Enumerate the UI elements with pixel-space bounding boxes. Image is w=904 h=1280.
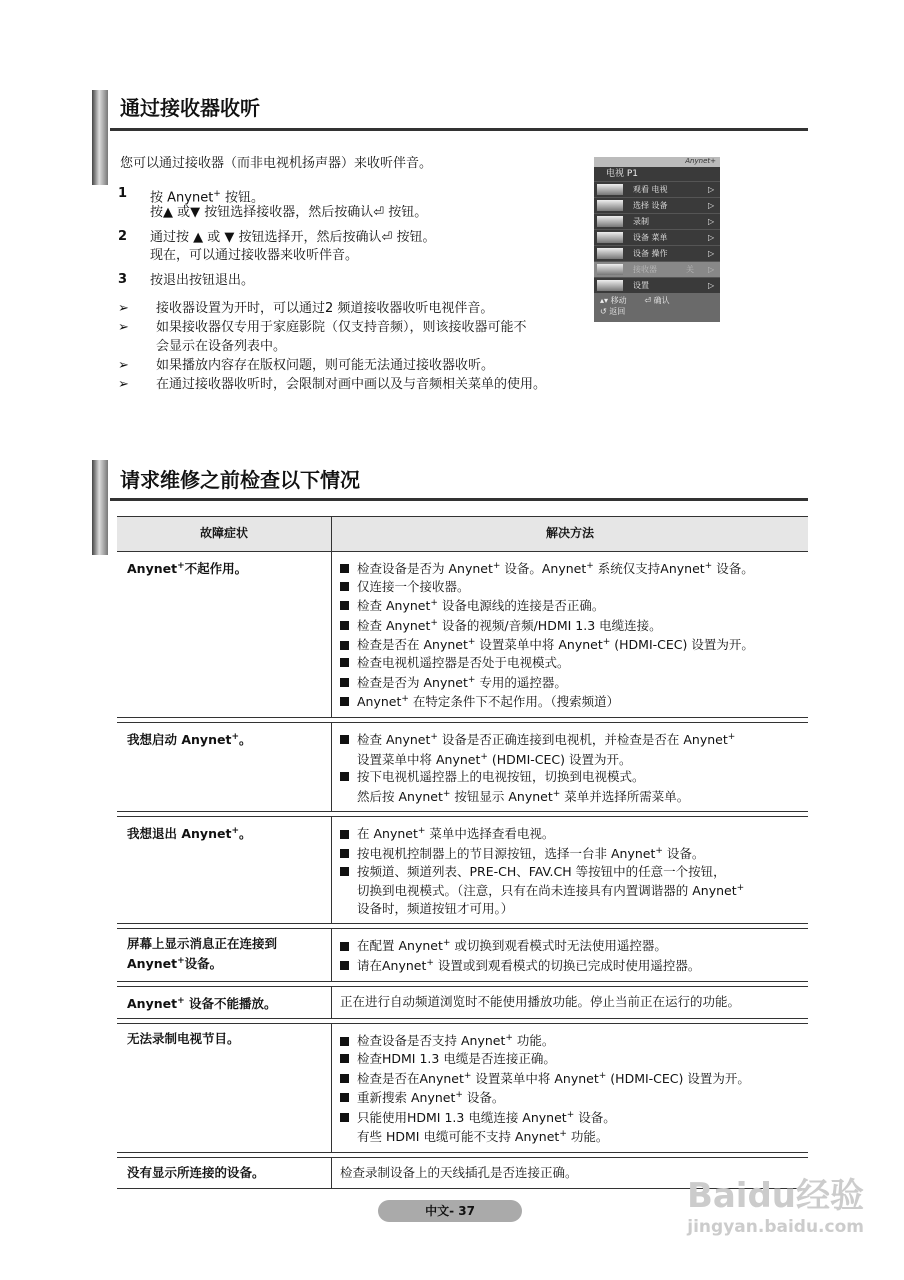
solution-item: 检查 Anynet+ 设备是否正确连接到电视机，并检查是否在 Anynet+ 设置菜单中将 Anynet+ (HDMI-CEC) 设置为开。 [340,729,800,768]
bullet-square-icon [340,621,349,630]
intro: 您可以通过接收器（而非电视机扬声器）来收听伴音。 [120,156,433,171]
bullet-square-icon [340,849,349,858]
symptom: 无法录制电视节目。 [117,1024,332,1153]
section-bar [92,460,108,555]
bullet-square-icon [340,772,349,781]
menu-brand: Anynet+ [594,157,720,167]
table-row [117,929,808,981]
device-icon [597,248,623,259]
section-bar [92,90,108,185]
solution-item: 检查HDMI 1.3 电缆是否连接正确。 [340,1050,800,1068]
menu-item [594,213,720,229]
device-icon [597,264,623,275]
menu-item [594,261,720,277]
solution-item: 检查电视机遥控器是否处于电视模式。 [340,654,800,672]
bullet-square-icon [340,678,349,687]
menu-item-label: 接收器 [633,265,657,274]
menu-confirm: 确认 [653,296,670,305]
bullet-square-icon [340,601,349,610]
arrow-bullet-icon: ➢ [118,377,129,392]
table-row [117,552,808,718]
solution-item: 检查设备是否支持 Anynet+ 功能。 [340,1030,800,1050]
solution [332,722,809,811]
step-text: 按▲ 或▼ 按钮选择接收器，然后按确认⏎ 按钮。 [150,205,428,220]
receiver-value: 关 [686,265,694,274]
note-text: 在通过接收器收听时，会限制对画中画以及与音频相关菜单的使用。 [156,377,547,392]
table-row [117,722,808,811]
solution [332,929,809,981]
header-symptom: 故障症状 [117,517,332,552]
solution-item: 按频道、频道列表、PRE-CH、FAV.CH 等按钮中的任意一个按钮， 切换到电视模式。（注意，只有在尚未连接具有内置调谐器的 Anynet+ 设备时，频道按钮才可用。） [340,863,800,918]
solution-item: 检查是否为 Anynet+ 专用的遥控器。 [340,672,800,692]
device-icon [597,200,623,211]
note-text: 会显示在设备列表中。 [156,339,287,354]
bullet-square-icon [340,697,349,706]
bullet-square-icon [340,658,349,667]
solution [332,817,809,924]
bullet-square-icon [340,942,349,951]
device-icon [597,232,623,243]
solution-item: 请在Anynet+ 设置或到观看模式的切换已完成时使用遥控器。 [340,955,800,975]
solution-item: 检查设备是否为 Anynet+ 设备。Anynet+ 系统仅支持Anynet+ 设备。 [340,558,800,578]
troubleshooting-table [117,516,808,1189]
solution-item: 只能使用HDMI 1.3 电缆连接 Anynet+ 设备。 有些 HDMI 电缆可能不支持 Anynet+ 功能。 [340,1107,800,1146]
menu-item [594,277,720,293]
section2-title: 请求维修之前检查以下情况 [120,468,360,492]
menu-back: 返回 [609,307,626,316]
step-number: 1 [118,186,128,201]
bullet-square-icon [340,1093,349,1102]
bullet-square-icon [340,735,349,744]
chevron-right-icon: ▷ [708,281,715,290]
step-text: 通过按 ▲ 或 ▼ 按钮选择开，然后按确认⏎ 按钮。 [150,230,436,245]
solution-item: 按电视机控制器上的节目源按钮，选择一台非 Anynet+ 设备。 [340,843,800,863]
solution-item: 检查 Anynet+ 设备电源线的连接是否正确。 [340,595,800,615]
symptom: 我想启动 Anynet+。 [117,722,332,811]
menu-item [594,181,720,197]
bullet-square-icon [340,564,349,573]
table-row [117,817,808,924]
step-text: 现在，可以通过接收器来收听伴音。 [150,248,359,263]
note-text: 如果接收器仅专用于家庭影院（仅支持音频），则该接收器可能不 [156,320,527,335]
device-icon [597,184,623,195]
bullet-square-icon [340,1113,349,1122]
table-row [117,1024,808,1153]
solution-item: 检查 Anynet+ 设备的视频/音频/HDMI 1.3 电缆连接。 [340,615,800,635]
solution [332,552,809,718]
solution: 检查录制设备上的天线插孔是否连接正确。 [332,1158,809,1189]
page-number: 中文- 37 [378,1200,522,1222]
bullet-square-icon [340,1054,349,1063]
bullet-square-icon [340,582,349,591]
menu-item [594,229,720,245]
solution: 正在进行自动频道浏览时不能使用播放功能。停止当前正在运行的功能。 [332,986,809,1019]
solution-item: 检查是否在 Anynet+ 设置菜单中将 Anynet+ (HDMI-CEC) 设置为开。 [340,634,800,654]
chevron-right-icon: ▷ [708,185,715,194]
menu-item [594,245,720,261]
solution-item: 在 Anynet+ 菜单中选择查看电视。 [340,823,800,843]
step-number: 3 [118,272,128,287]
chevron-right-icon: ▷ [708,249,715,258]
arrow-bullet-icon: ➢ [118,358,129,373]
menu-item-label: 选择 设备 [633,201,668,210]
tv-menu-screenshot [594,157,720,316]
watermark: Baidu经验 jingyan.baidu.com [686,1176,864,1237]
step-number: 2 [118,229,128,244]
chevron-right-icon: ▷ [708,265,715,274]
divider [110,498,808,501]
header-solution: 解决方法 [332,517,809,552]
bullet-square-icon [340,830,349,839]
step-text: 按退出按钮退出。 [150,273,255,288]
menu-header: 电视 P1 [606,169,639,179]
chevron-right-icon: ▷ [708,217,715,226]
bullet-square-icon [340,641,349,650]
menu-footer: ▴▾ 移动 ⏎ 确认 ↺ 返回 [594,293,720,322]
solution-item: 重新搜索 Anynet+ 设备。 [340,1087,800,1107]
step-text: 按 Anynet+ 按钮。 [150,189,264,206]
table-row [117,986,808,1019]
bullet-square-icon [340,1074,349,1083]
menu-item-label: 录制 [633,217,649,226]
symptom: Anynet+ 设备不能播放。 [117,986,332,1019]
solution-item: 按下电视机遥控器上的电视按钮，切换到电视模式。 然后按 Anynet+ 按钮显示 Anynet+ 菜单并选择所需菜单。 [340,768,800,805]
solution-item: 在配置 Anynet+ 或切换到观看模式时无法使用遥控器。 [340,935,800,955]
device-icon [597,216,623,227]
bullet-square-icon [340,1037,349,1046]
arrow-bullet-icon: ➢ [118,320,129,335]
solution-item: 检查是否在Anynet+ 设置菜单中将 Anynet+ (HDMI-CEC) 设置为开。 [340,1068,800,1088]
bullet-square-icon [340,867,349,876]
solution [332,1024,809,1153]
menu-item-label: 设置 [633,281,649,290]
solution-item: 仅连接一个接收器。 [340,578,800,596]
symptom: Anynet+不起作用。 [117,552,332,718]
menu-item-label: 观看 电视 [633,185,668,194]
arrow-bullet-icon: ➢ [118,301,129,316]
divider [110,128,808,131]
menu-item-label: 设备 操作 [633,249,668,258]
menu-item [594,197,720,213]
chevron-right-icon: ▷ [708,233,715,242]
symptom: 我想退出 Anynet+。 [117,817,332,924]
note-text: 接收器设置为开时，可以通过2 频道接收器收听电视伴音。 [156,301,494,316]
solution-item: Anynet+ 在特定条件下不起作用。（搜索频道） [340,691,800,711]
menu-move: 移动 [610,296,627,305]
symptom: 屏幕上显示消息正在连接到 Anynet+设备。 [117,929,332,981]
device-icon [597,280,623,291]
chevron-right-icon: ▷ [708,201,715,210]
bullet-square-icon [340,961,349,970]
symptom: 没有显示所连接的设备。 [117,1158,332,1189]
section1-title: 通过接收器收听 [120,96,260,120]
note-text: 如果播放内容存在版权问题，则可能无法通过接收器收听。 [156,358,495,373]
menu-item-label: 设备 菜单 [633,233,668,242]
